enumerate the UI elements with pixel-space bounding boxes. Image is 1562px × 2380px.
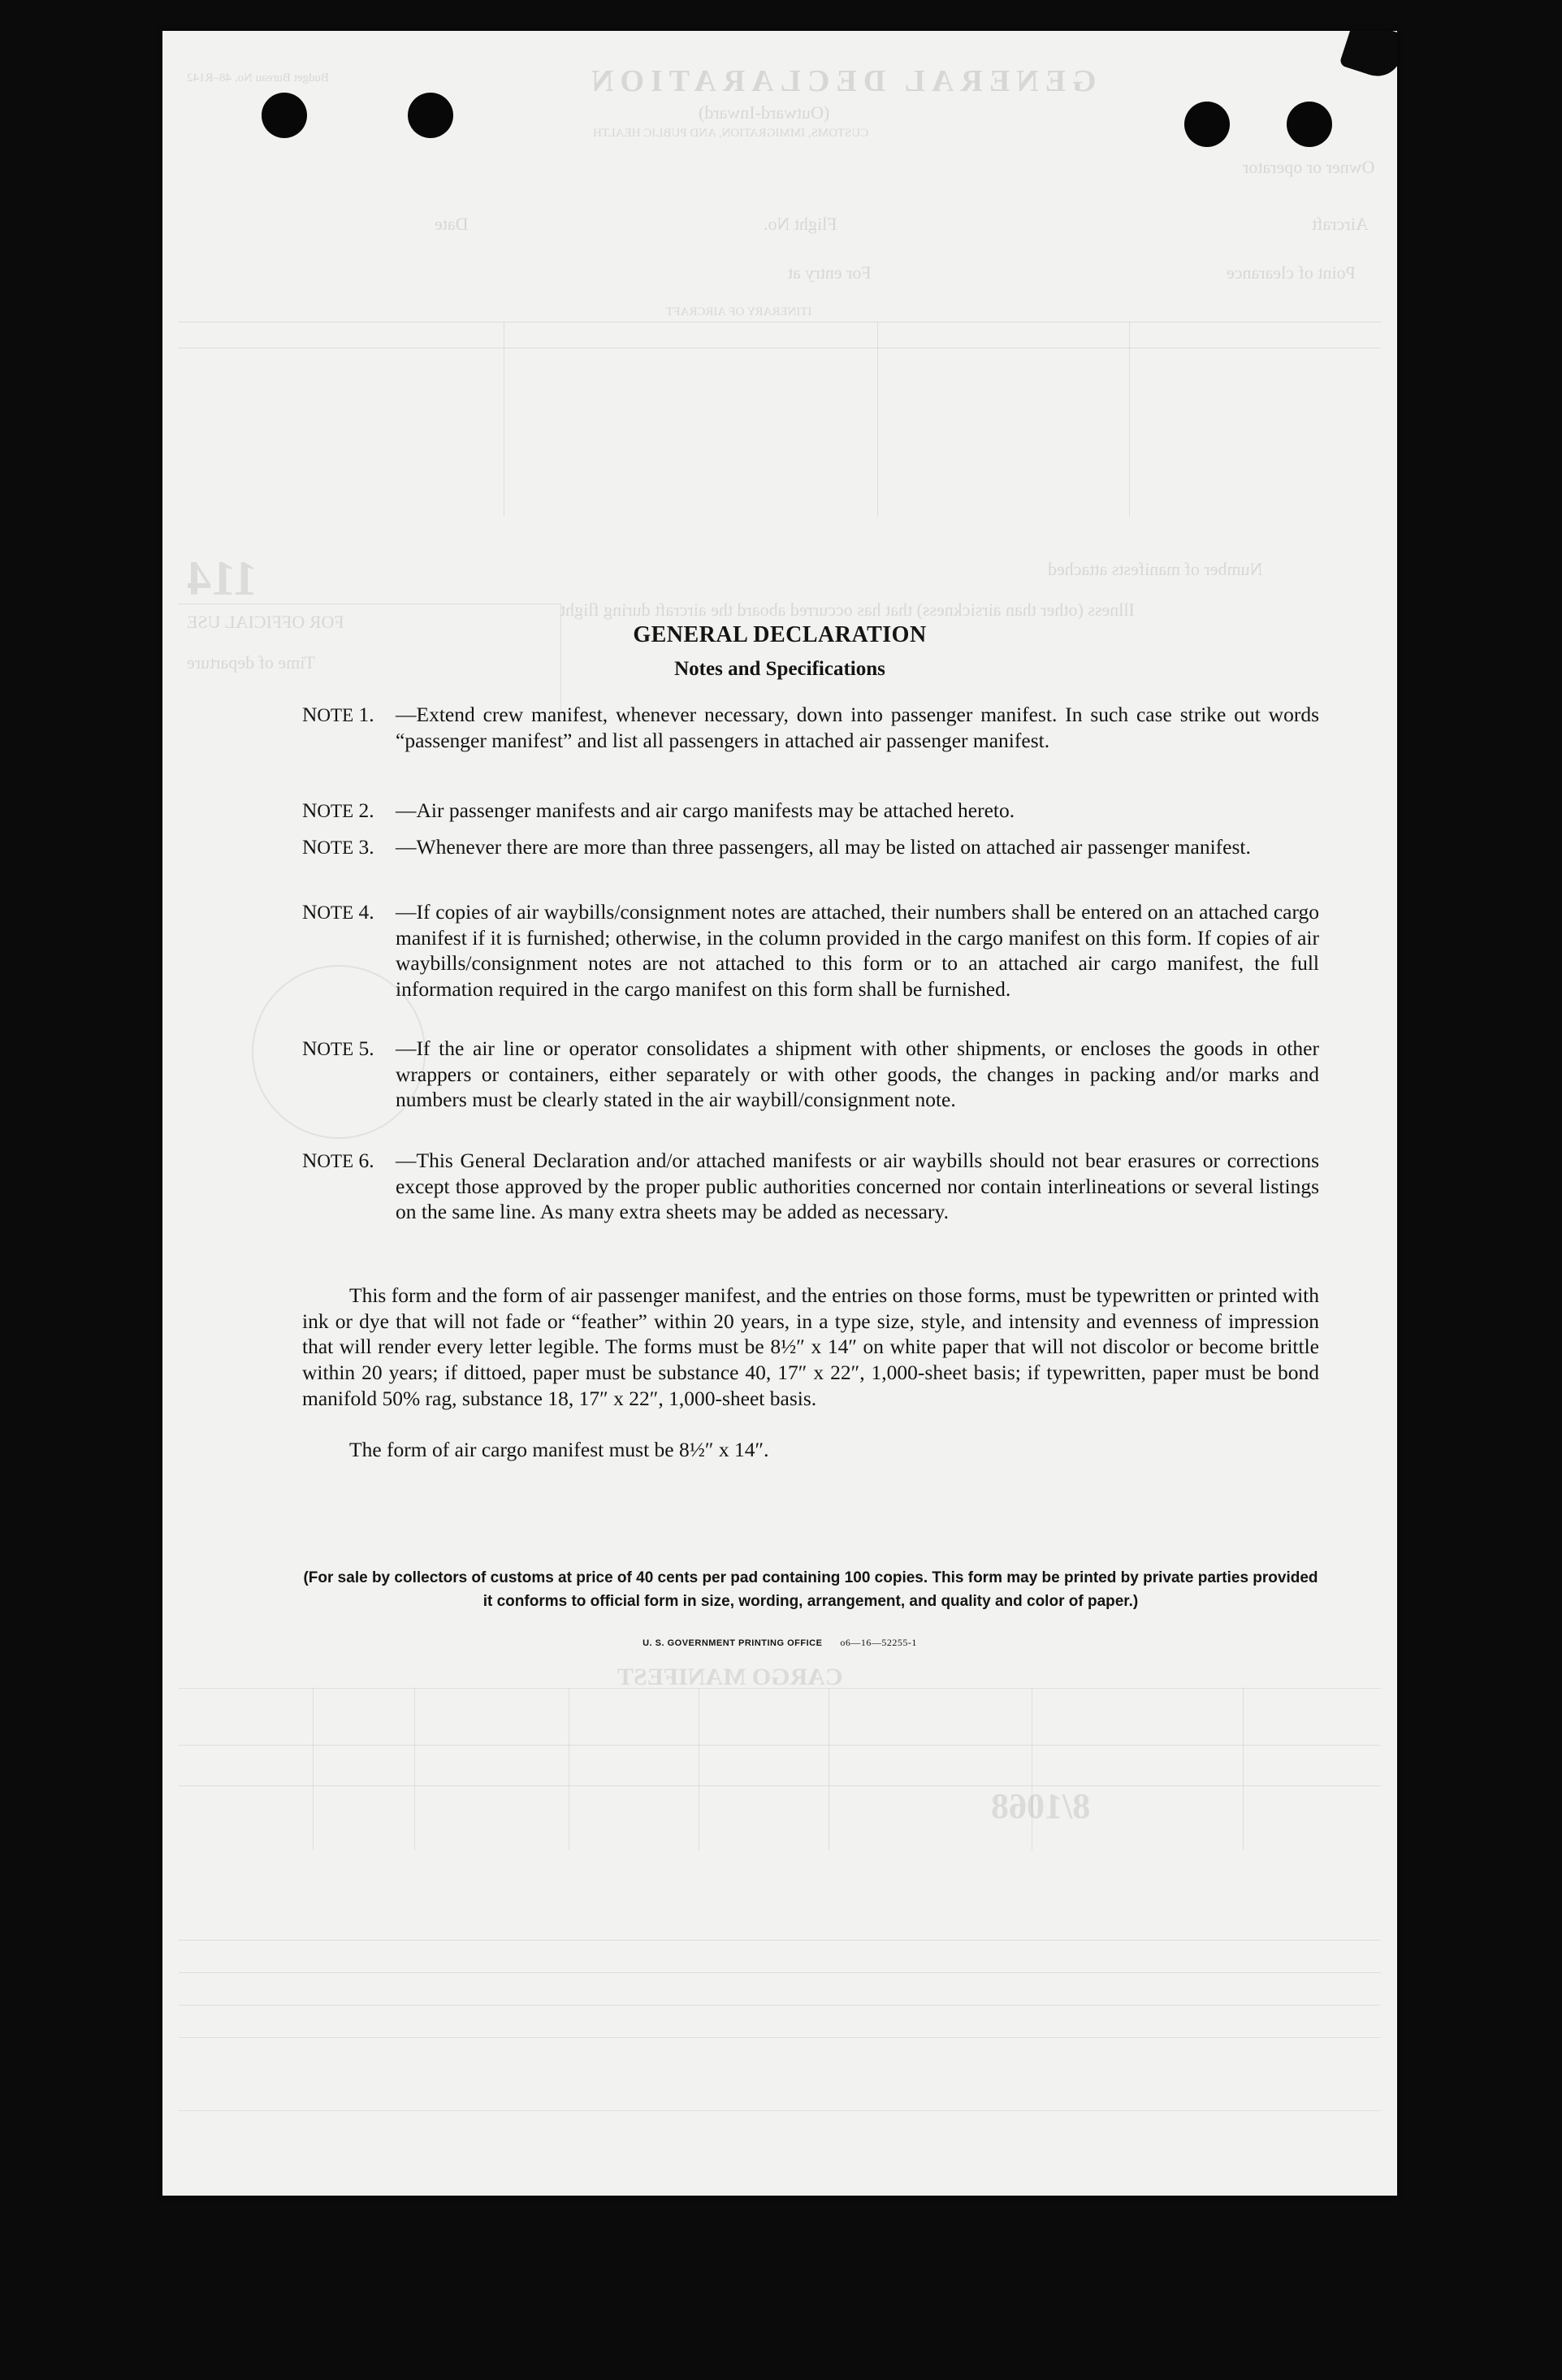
ghost-heading: GENERAL DECLARATION: [585, 64, 1097, 98]
note-text: —Whenever there are more than three passengers, all may be listed on attached air passenger manifest.: [396, 835, 1251, 859]
note-label: NOTE 2.: [302, 798, 374, 822]
ghost-departure: Time of departure: [187, 652, 316, 673]
note-label: NOTE 6.: [302, 1149, 374, 1172]
ghost-stamp-2: 8/1068: [991, 1786, 1091, 1826]
ghost-entry: For entry at: [788, 262, 872, 283]
ghost-manifests: Number of manifests attached: [1048, 559, 1263, 579]
note-4: [302, 899, 1319, 1002]
note-text: —Air passenger manifests and air cargo manifests may be attached hereto.: [396, 798, 1015, 822]
printer-imprint: [162, 1637, 1397, 1649]
note-label: NOTE 3.: [302, 835, 374, 859]
form-specifications-paragraph: This form and the form of air passenger manifest, and the entries on those forms, must be typewritten or printed with ink or dye that will not fade or “feather” within 20 years, in a type size, style, and intensity and evenness of impression that will render every letter legible. The forms must be 8½″ x 14″ on white paper that will not discolor or become brittle within 20 years; if dittoed, paper must be substance 40, 17″ x 22″, 1,000-sheet basis; if typewritten, paper must be bond manifold 50% rag, substance 18, 17″ x 22″, 1,000-sheet basis.: [302, 1283, 1319, 1410]
ghost-clearance: Point of clearance: [1227, 262, 1356, 283]
note-text: —This General Declaration and/or attached manifests or air waybills should not bear erasures or corrections except those approved by the proper public authorities concerned nor contain interlineations or several listings on the same line. As many extra sheets may be added as necessary.: [396, 1149, 1319, 1223]
note-label: NOTE 4.: [302, 900, 374, 924]
document-page: [162, 31, 1397, 2196]
ghost-aircraft: Aircraft: [1312, 214, 1369, 234]
printer-line: U. S. GOVERNMENT PRINTING OFFICE: [643, 1638, 823, 1648]
note-5: [302, 1036, 1319, 1113]
ghost-owner: Owner or operator: [1243, 157, 1375, 177]
ghost-stamp: 114: [187, 552, 257, 605]
notes-content: [162, 31, 1397, 2196]
ghost-subheading: (Outward-Inward): [699, 102, 830, 123]
sale-notice: (For sale by collectors of customs at price of 40 cents per pad containing 100 copies. This form may be printed by private parties provided it conforms to official form in size, wording, arrangement, and quality and color of paper.): [303, 1569, 1318, 1610]
note-label: NOTE 1.: [302, 703, 374, 726]
page-subtitle: Notes and Specifications: [674, 658, 885, 680]
ghost-budget: Budget Bureau No. 48–R142: [187, 71, 329, 84]
note-3: [302, 834, 1319, 860]
note-label: NOTE 5.: [302, 1036, 374, 1060]
ghost-flight: Flight No.: [764, 214, 837, 234]
note-text: —Extend crew manifest, whenever necessary, down into passenger manifest. In such case strike out words “passenger manifest” and list all passengers in attached air passenger manifest.: [396, 703, 1319, 752]
note-text: —If copies of air waybills/consignment notes are attached, their numbers shall be entered on an attached cargo manifest if it is furnished; otherwise, in the column provided in the cargo manifest on this form. If copies of air waybills/consignment notes are not attached to this form or to an attached air cargo manifest, the full information required in the cargo manifest on this form shall be furnished.: [396, 900, 1319, 1001]
note-text: —If the air line or operator consolidates a shipment with other shipments, or encloses the goods in other wrappers or containers, either separately or with other goods, the changes in packing and/or marks and numbers must be clearly stated in the air waybill/consignment note.: [396, 1036, 1319, 1111]
page-title: GENERAL DECLARATION: [633, 622, 927, 647]
ghost-agency: CUSTOMS, IMMIGRATION, AND PUBLIC HEALTH: [593, 127, 869, 140]
ghost-official-use: FOR OFFICIAL USE: [187, 612, 344, 632]
cargo-size-line: The form of air cargo manifest must be 8½″ x 14″.: [349, 1438, 769, 1461]
ghost-date: Date: [435, 214, 469, 234]
note-1: [302, 702, 1319, 753]
ghost-itinerary: ITINERARY OF AIRCRAFT: [666, 305, 812, 318]
ghost-cargo-manifest: CARGO MANIFEST: [617, 1664, 843, 1690]
ghost-illness: Illness (other than airsickness) that has occurred aboard the aircraft during flight: [560, 599, 1135, 620]
note-2: [302, 798, 1319, 824]
printer-number: o6—16—52255-1: [840, 1637, 917, 1648]
note-6: [302, 1148, 1319, 1225]
